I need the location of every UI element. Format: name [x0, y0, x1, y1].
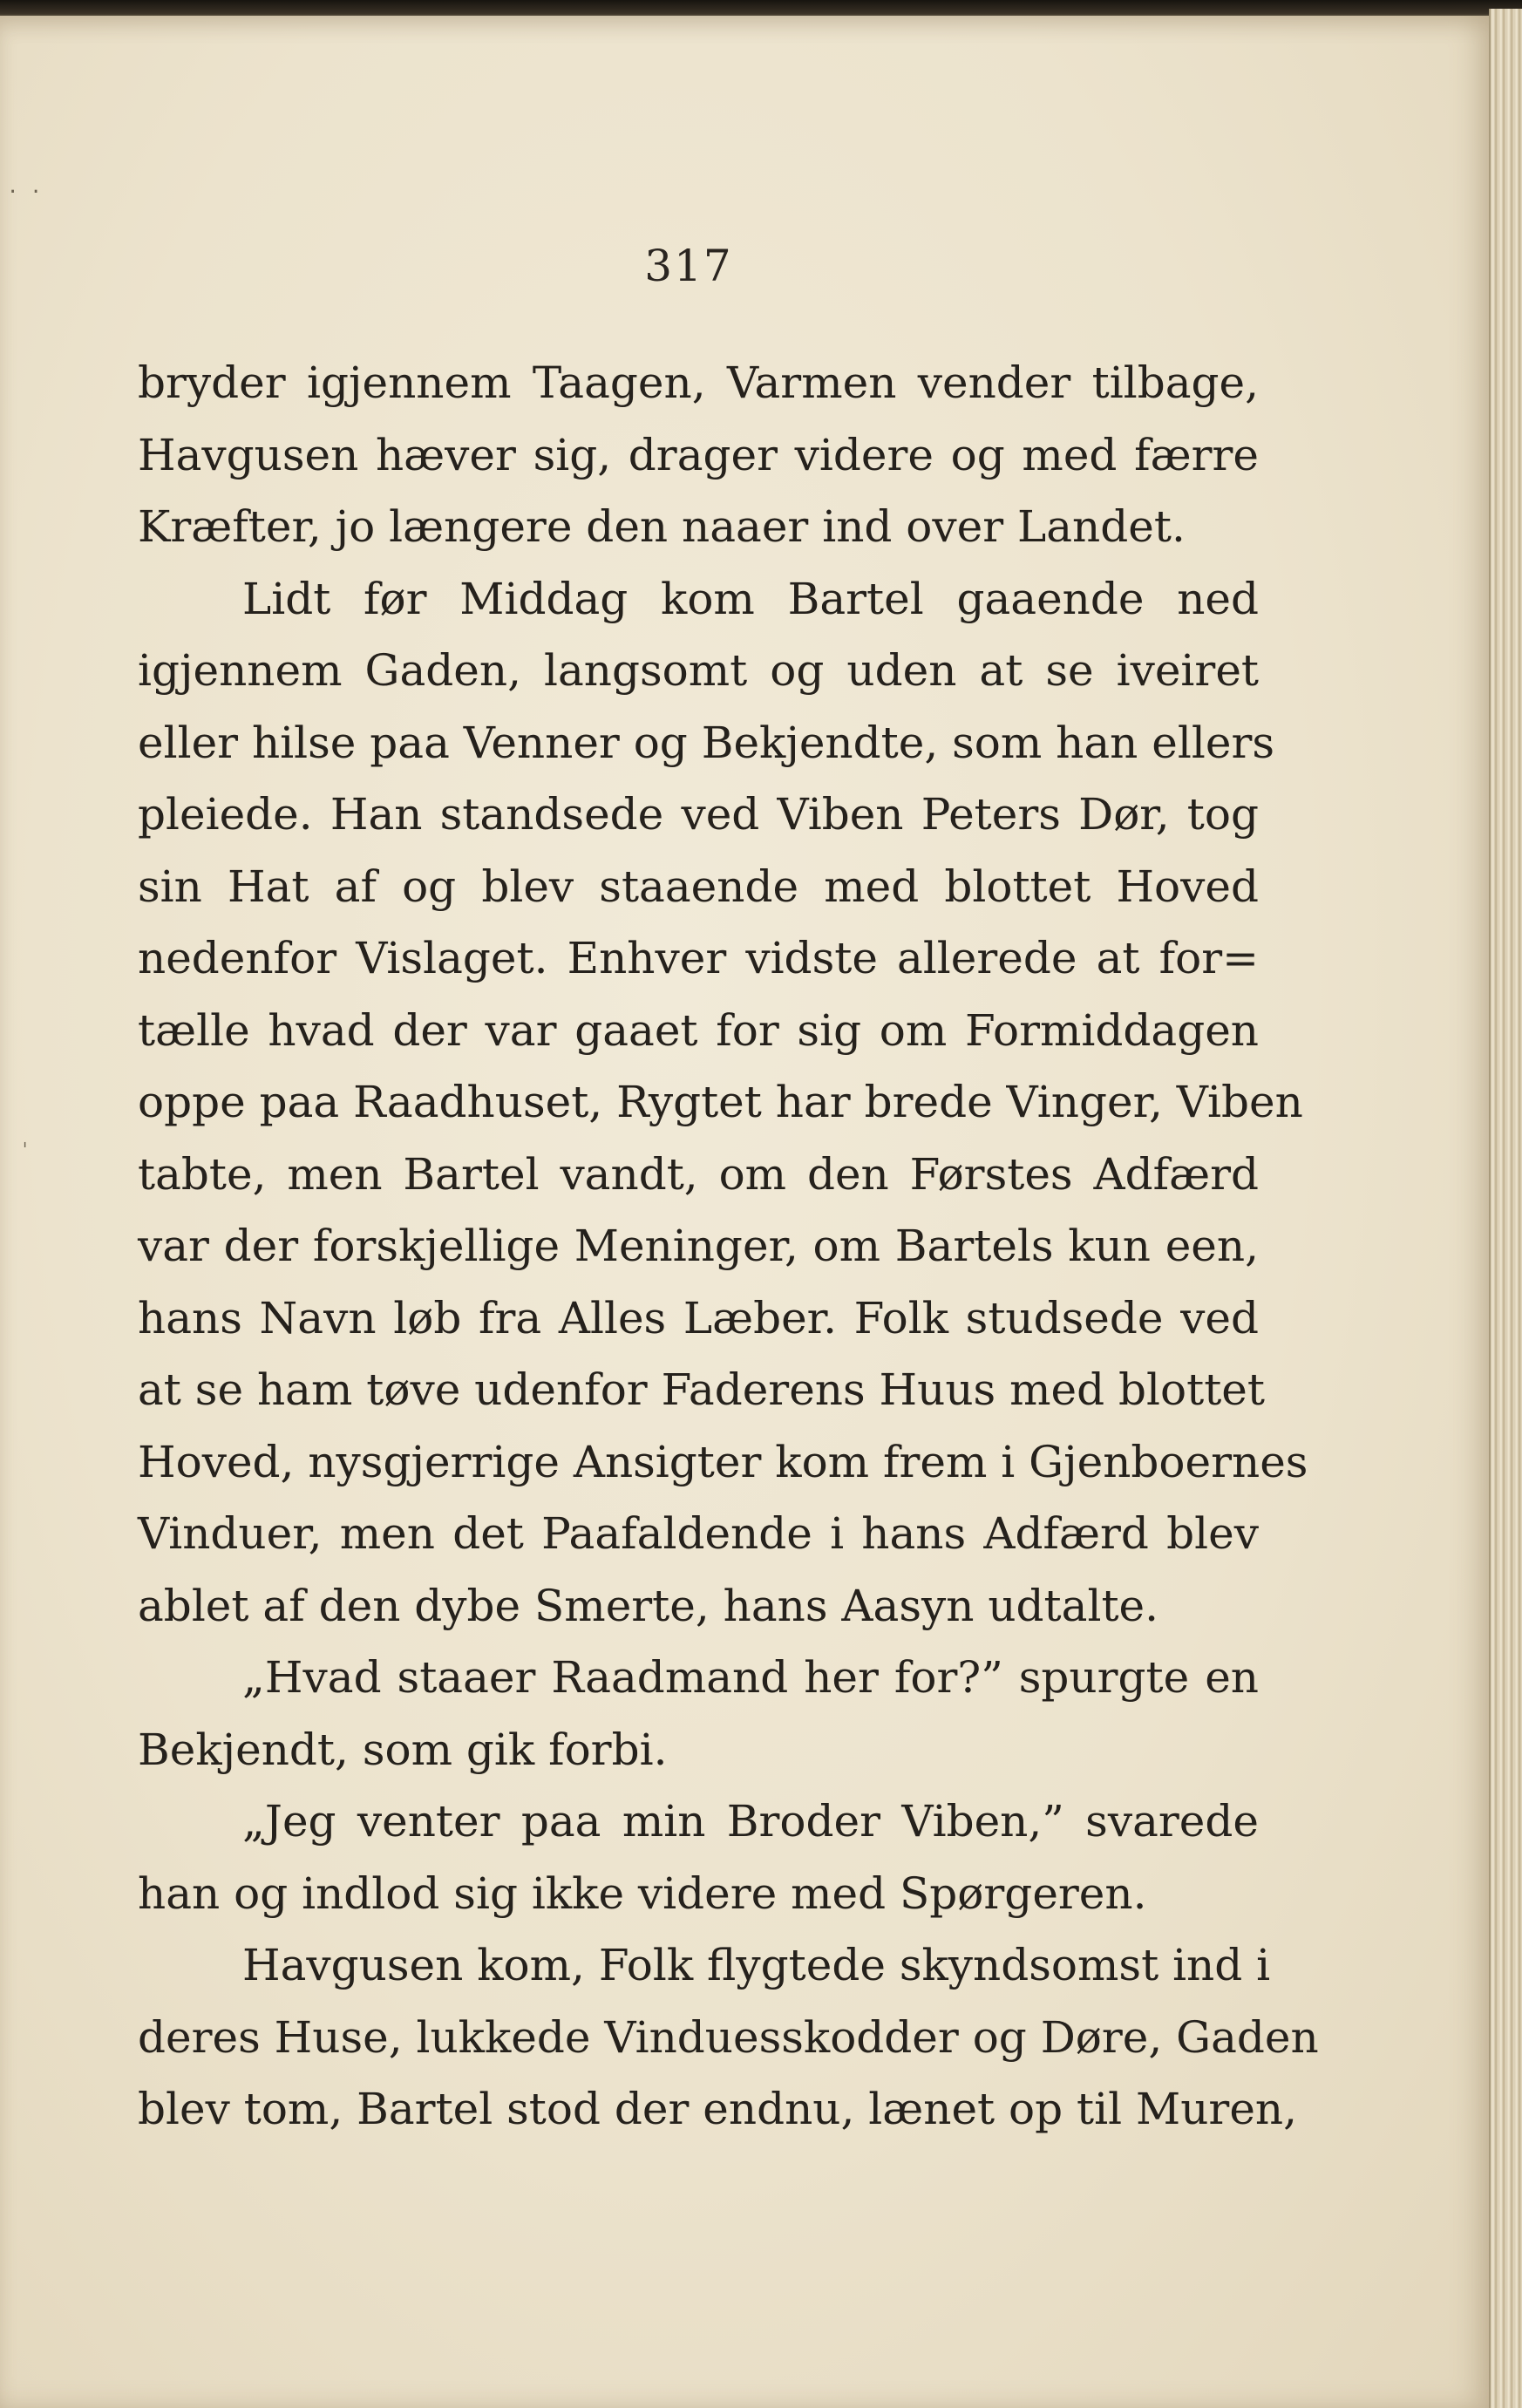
text-line: pleiede. Han standsede ved Viben Peters Dør, tog [138, 789, 1259, 840]
text-line: Havgusen hæver sig, drager videre og med færre [138, 429, 1259, 480]
book-page [0, 16, 1492, 2408]
text-line: ablet af den dybe Smerte, hans Aasyn udtalte. [138, 1580, 1159, 1631]
margin-tick: ˈ [19, 1140, 31, 1162]
text-line: bryder igjennem Taagen, Varmen vender tilbage, [138, 357, 1259, 408]
page-number: 317 [644, 241, 733, 291]
text-line: nedenfor Vislaget. Enhver vidste allerede at for= [138, 933, 1259, 983]
body-text [138, 347, 1319, 2146]
text-line: igjennem Gaden, langsomt og uden at se iveiret [138, 645, 1259, 696]
text-line: tabte, men Bartel vandt, om den Førstes Adfærd [138, 1148, 1259, 1200]
text-line: „Hvad staaer Raadmand her for?” spurgte en [242, 1652, 1259, 1703]
book-page-edges [1489, 9, 1522, 2408]
text-line: at se ham tøve udenfor Faderens Huus med blottet [138, 1364, 1265, 1415]
text-line: han og indlod sig ikke videre med Spørgeren. [138, 1867, 1147, 1919]
text-line: „Jeg venter paa min Broder Viben,” svarede [242, 1796, 1259, 1847]
text-line: blev tom, Bartel stod der endnu, lænet op til Muren, [138, 2084, 1298, 2134]
text-line: Kræfter, jo længere den naaer ind over Landet. [138, 501, 1186, 552]
margin-dots: · · [7, 181, 42, 203]
text-line: sin Hat af og blev staaende med blottet Hoved [138, 860, 1259, 912]
text-line: Lidt før Middag kom Bartel gaaende ned [242, 573, 1259, 624]
text-line: Vinduer, men det Paafaldende i hans Adfærd blev [138, 1508, 1259, 1559]
text-line: Hoved, nysgjerrige Ansigter kom frem i Gjenboernes [138, 1436, 1308, 1487]
text-line: eller hilse paa Venner og Bekjendte, som han ellers [138, 717, 1275, 768]
text-line: oppe paa Raadhuset, Rygtet har brede Vinger, Viben [138, 1077, 1303, 1127]
text-line: deres Huse, lukkede Vinduesskodder og Døre, Gaden [138, 2011, 1319, 2063]
text-line: var der forskjellige Meninger, om Bartels kun een, [138, 1221, 1259, 1271]
text-line: Bekjendt, som gik forbi. [138, 1724, 668, 1775]
text-line: hans Navn løb fra Alles Læber. Folk studsede ved [138, 1292, 1259, 1343]
text-line: Havgusen kom, Folk flygtede skyndsomst ind i [242, 1940, 1271, 1990]
text-line: tælle hvad der var gaaet for sig om Formiddagen [138, 1004, 1259, 1056]
